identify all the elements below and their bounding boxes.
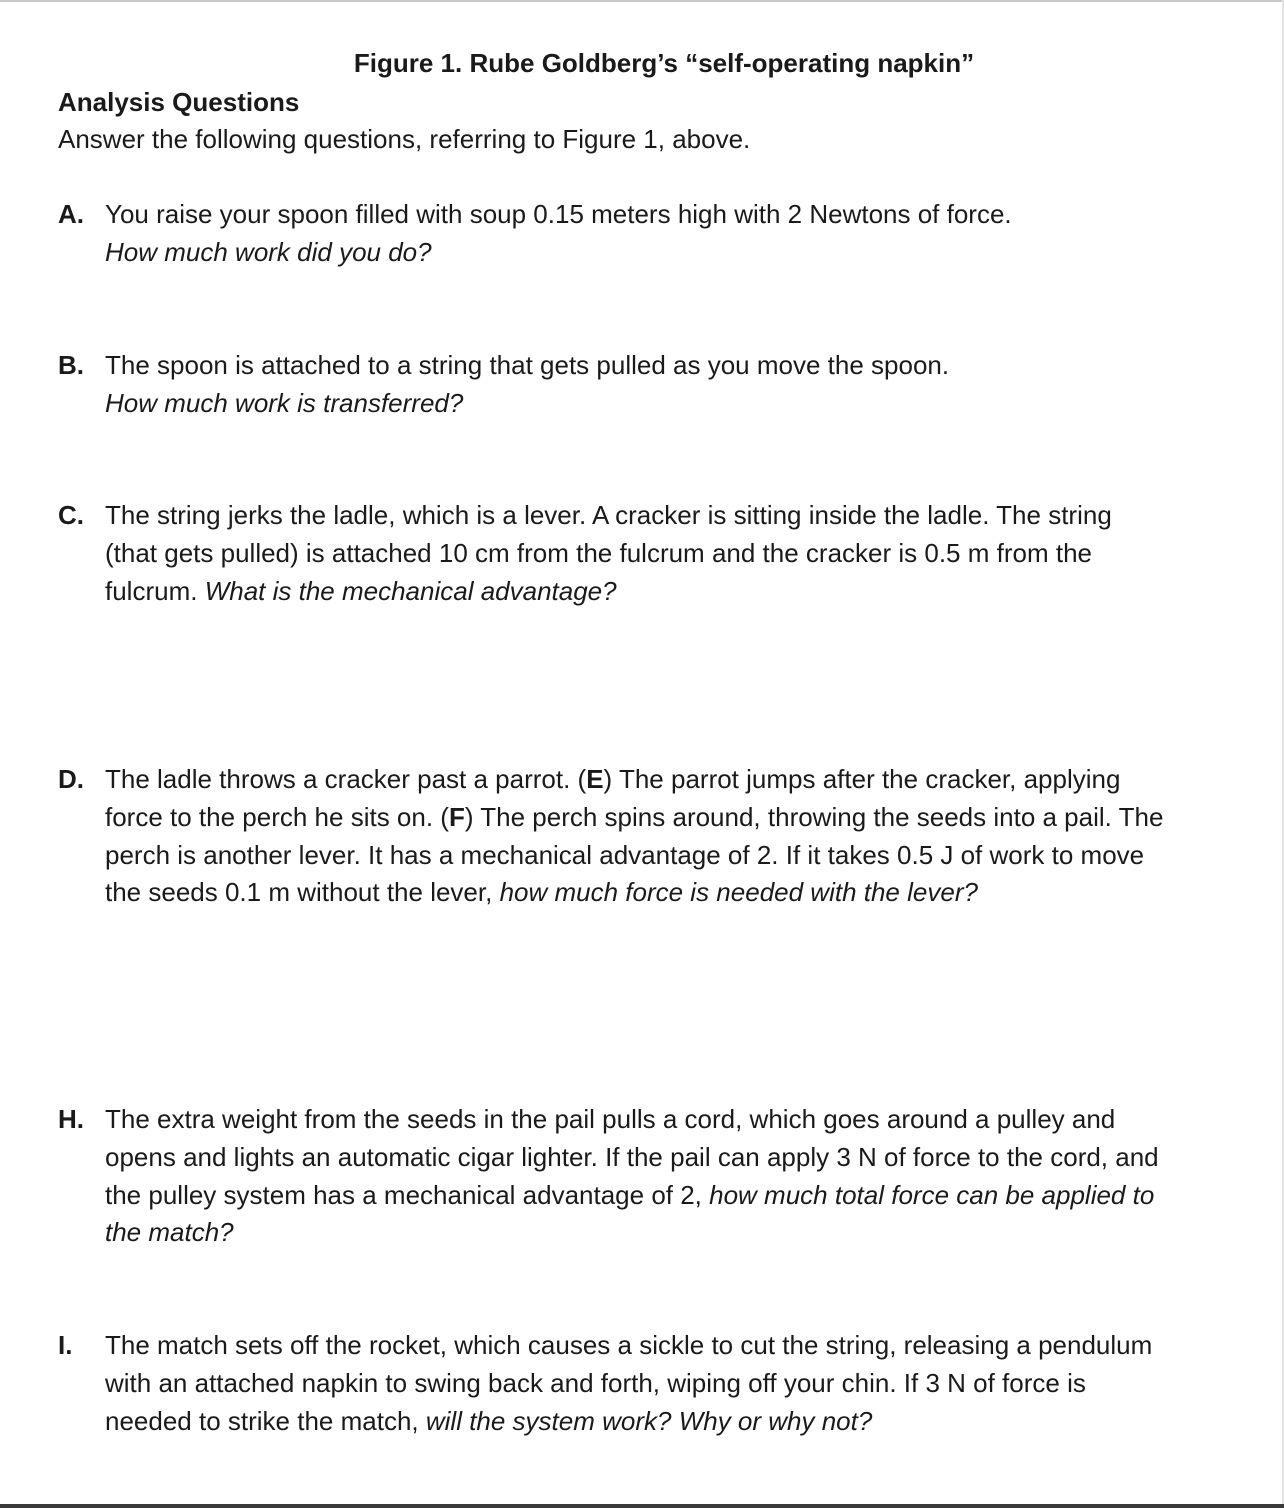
question-prompt: how much total force can be applied to bbox=[709, 1179, 1155, 1210]
question-line: opens and lights an automatic cigar lighter. If the pail can apply 3 N of force to the cord, and bbox=[105, 1141, 1159, 1172]
question-text-part: force to the perch he sits on. ( bbox=[105, 801, 449, 832]
step-label-e: E bbox=[586, 764, 604, 794]
section-intro: Answer the following questions, referring to Figure 1, above. bbox=[58, 124, 751, 154]
question-line: The extra weight from the seeds in the pail pulls a cord, which goes around a pulley and bbox=[105, 1104, 1116, 1134]
question-i bbox=[58, 1327, 1280, 1440]
figure-caption: Figure 1. Rube Goldberg’s “self-operating napkin” bbox=[353, 48, 975, 78]
question-line: You raise your spoon filled with soup 0.15 meters high with 2 Newtons of force. bbox=[105, 199, 1012, 229]
question-d bbox=[58, 761, 1280, 912]
question-line: perch is another lever. It has a mechanical advantage of 2. If it takes 0.5 J of work to move bbox=[105, 839, 1145, 870]
question-prompt: how much force is needed with the lever? bbox=[499, 877, 978, 908]
step-label-f: F bbox=[448, 801, 465, 832]
section-heading: Analysis Questions bbox=[58, 87, 300, 117]
question-line: (that gets pulled) is attached 10 cm from the fulcrum and the cracker is 0.5 m from the bbox=[105, 537, 1092, 568]
question-text bbox=[105, 497, 1280, 610]
question-line: The string jerks the ladle, which is a lever. A cracker is sitting inside the ladle. The string bbox=[105, 500, 1112, 530]
question-line bbox=[105, 385, 1280, 423]
question-text-part: the seeds 0.1 m without the lever, bbox=[105, 877, 500, 908]
question-line bbox=[105, 761, 1280, 799]
question-letter: D. bbox=[58, 764, 84, 794]
question-prompt: How much work did you do? bbox=[105, 236, 432, 267]
question-letter: A. bbox=[58, 199, 84, 229]
question-prompt: How much work is transferred? bbox=[105, 387, 464, 418]
question-line: The match sets off the rocket, which causes a sickle to cut the string, releasing a pendulum bbox=[105, 1330, 1153, 1360]
question-prompt: What is the mechanical advantage? bbox=[204, 575, 617, 606]
question-text bbox=[105, 196, 1280, 272]
bottom-divider bbox=[0, 1504, 1284, 1508]
question-line bbox=[105, 874, 1280, 912]
question-text bbox=[105, 761, 1280, 912]
question-line bbox=[105, 1214, 1280, 1252]
question-text bbox=[105, 1101, 1280, 1252]
question-line bbox=[105, 1177, 1280, 1215]
question-line bbox=[105, 799, 1280, 837]
question-line: with an attached napkin to swing back and forth, wiping off your chin. If 3 N of force is bbox=[105, 1367, 1086, 1398]
question-line: The spoon is attached to a string that gets pulled as you move the spoon. bbox=[105, 350, 950, 380]
question-text-part: ) The perch spins around, throwing the seeds into a pail. The bbox=[464, 801, 1164, 832]
question-text-part: The ladle throws a cracker past a parrot. ( bbox=[105, 764, 587, 794]
question-line bbox=[105, 573, 1280, 611]
question-letter: H. bbox=[58, 1104, 84, 1134]
question-line bbox=[105, 234, 1280, 272]
question-h bbox=[58, 1101, 1280, 1252]
question-letter: I. bbox=[58, 1330, 73, 1360]
question-text-part: ) The parrot jumps after the cracker, applying bbox=[603, 764, 1121, 794]
question-letter: C. bbox=[58, 500, 84, 530]
question-a bbox=[58, 196, 1280, 272]
question-line bbox=[105, 1403, 1280, 1441]
question-text-part: fulcrum. bbox=[105, 575, 205, 606]
question-prompt: will the system work? Why or why not? bbox=[425, 1405, 873, 1436]
question-letter: B. bbox=[58, 350, 84, 380]
question-c bbox=[58, 497, 1280, 610]
question-text-part: needed to strike the match, bbox=[105, 1405, 426, 1436]
question-b bbox=[58, 347, 1280, 423]
question-text-part: the pulley system has a mechanical advantage of 2, bbox=[105, 1179, 710, 1210]
top-divider bbox=[0, 0, 1284, 2]
question-text bbox=[105, 1327, 1280, 1440]
question-text bbox=[105, 347, 1280, 423]
question-prompt: the match? bbox=[105, 1217, 234, 1248]
